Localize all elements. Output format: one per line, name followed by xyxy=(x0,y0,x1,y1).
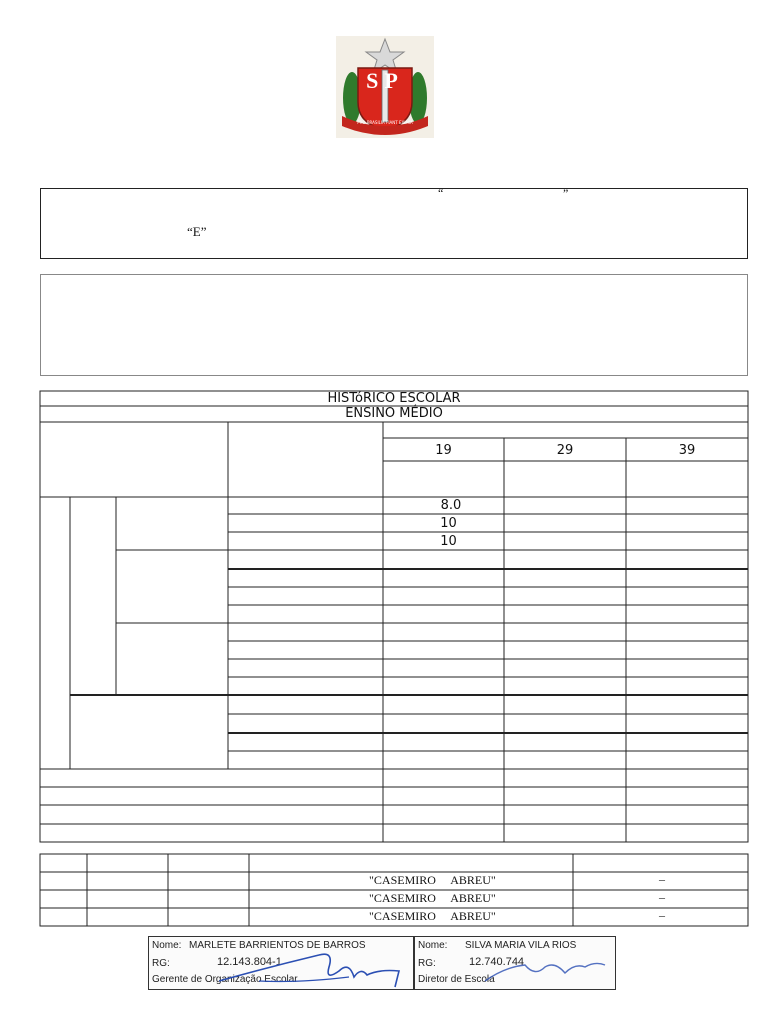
role-value: Diretor de Escola xyxy=(418,974,495,985)
rg-label: RG: xyxy=(418,958,436,969)
school-row-1 xyxy=(249,872,748,890)
school-dash: – xyxy=(659,890,665,904)
rg-label: RG: xyxy=(152,958,170,969)
history-subtitle: ENSINO MÉDIO xyxy=(345,406,443,421)
school-row-3 xyxy=(249,908,748,926)
signature-stamp-left xyxy=(148,936,414,990)
role-value: Gerente de Organização Escolar xyxy=(152,974,298,985)
series-2: 29 xyxy=(556,443,574,458)
quote-e: “E” xyxy=(187,224,207,239)
header-box xyxy=(40,188,748,259)
quote-open: “ xyxy=(438,186,444,200)
name-label: Nome: xyxy=(152,940,182,951)
name-value: MARLETE BARRIENTOS DE BARROS xyxy=(189,940,366,951)
grade-2: 10 xyxy=(440,516,457,531)
series-3: 39 xyxy=(678,443,696,458)
info-box xyxy=(40,274,748,376)
grade-3: 10 xyxy=(440,534,457,549)
school-dash: – xyxy=(659,872,665,886)
emblem-motto: PRO BRASILIA FIANT EXIMIA xyxy=(357,120,413,125)
name-label: Nome: xyxy=(418,940,448,951)
school-name: "CASEMIRO ABREU" xyxy=(369,873,496,887)
school-dash: – xyxy=(659,908,665,922)
name-value: SILVA MARIA VILA RIOS xyxy=(465,940,577,951)
grade-1: 8.0 xyxy=(440,498,462,513)
school-row-2 xyxy=(249,890,748,908)
rg-value: 12.740.744 xyxy=(469,956,525,968)
series-1: 19 xyxy=(435,443,452,458)
signature-stamp-right xyxy=(414,936,616,990)
school-name: "CASEMIRO ABREU" xyxy=(369,909,496,923)
rg-value: 12.143.804-1 xyxy=(217,956,282,968)
emblem-letters: SP xyxy=(366,68,404,93)
school-name: "CASEMIRO ABREU" xyxy=(369,891,496,905)
state-emblem xyxy=(336,36,434,138)
history-title: HISTóRICO ESCOLAR xyxy=(327,391,461,406)
quote-close: ” xyxy=(563,186,569,200)
